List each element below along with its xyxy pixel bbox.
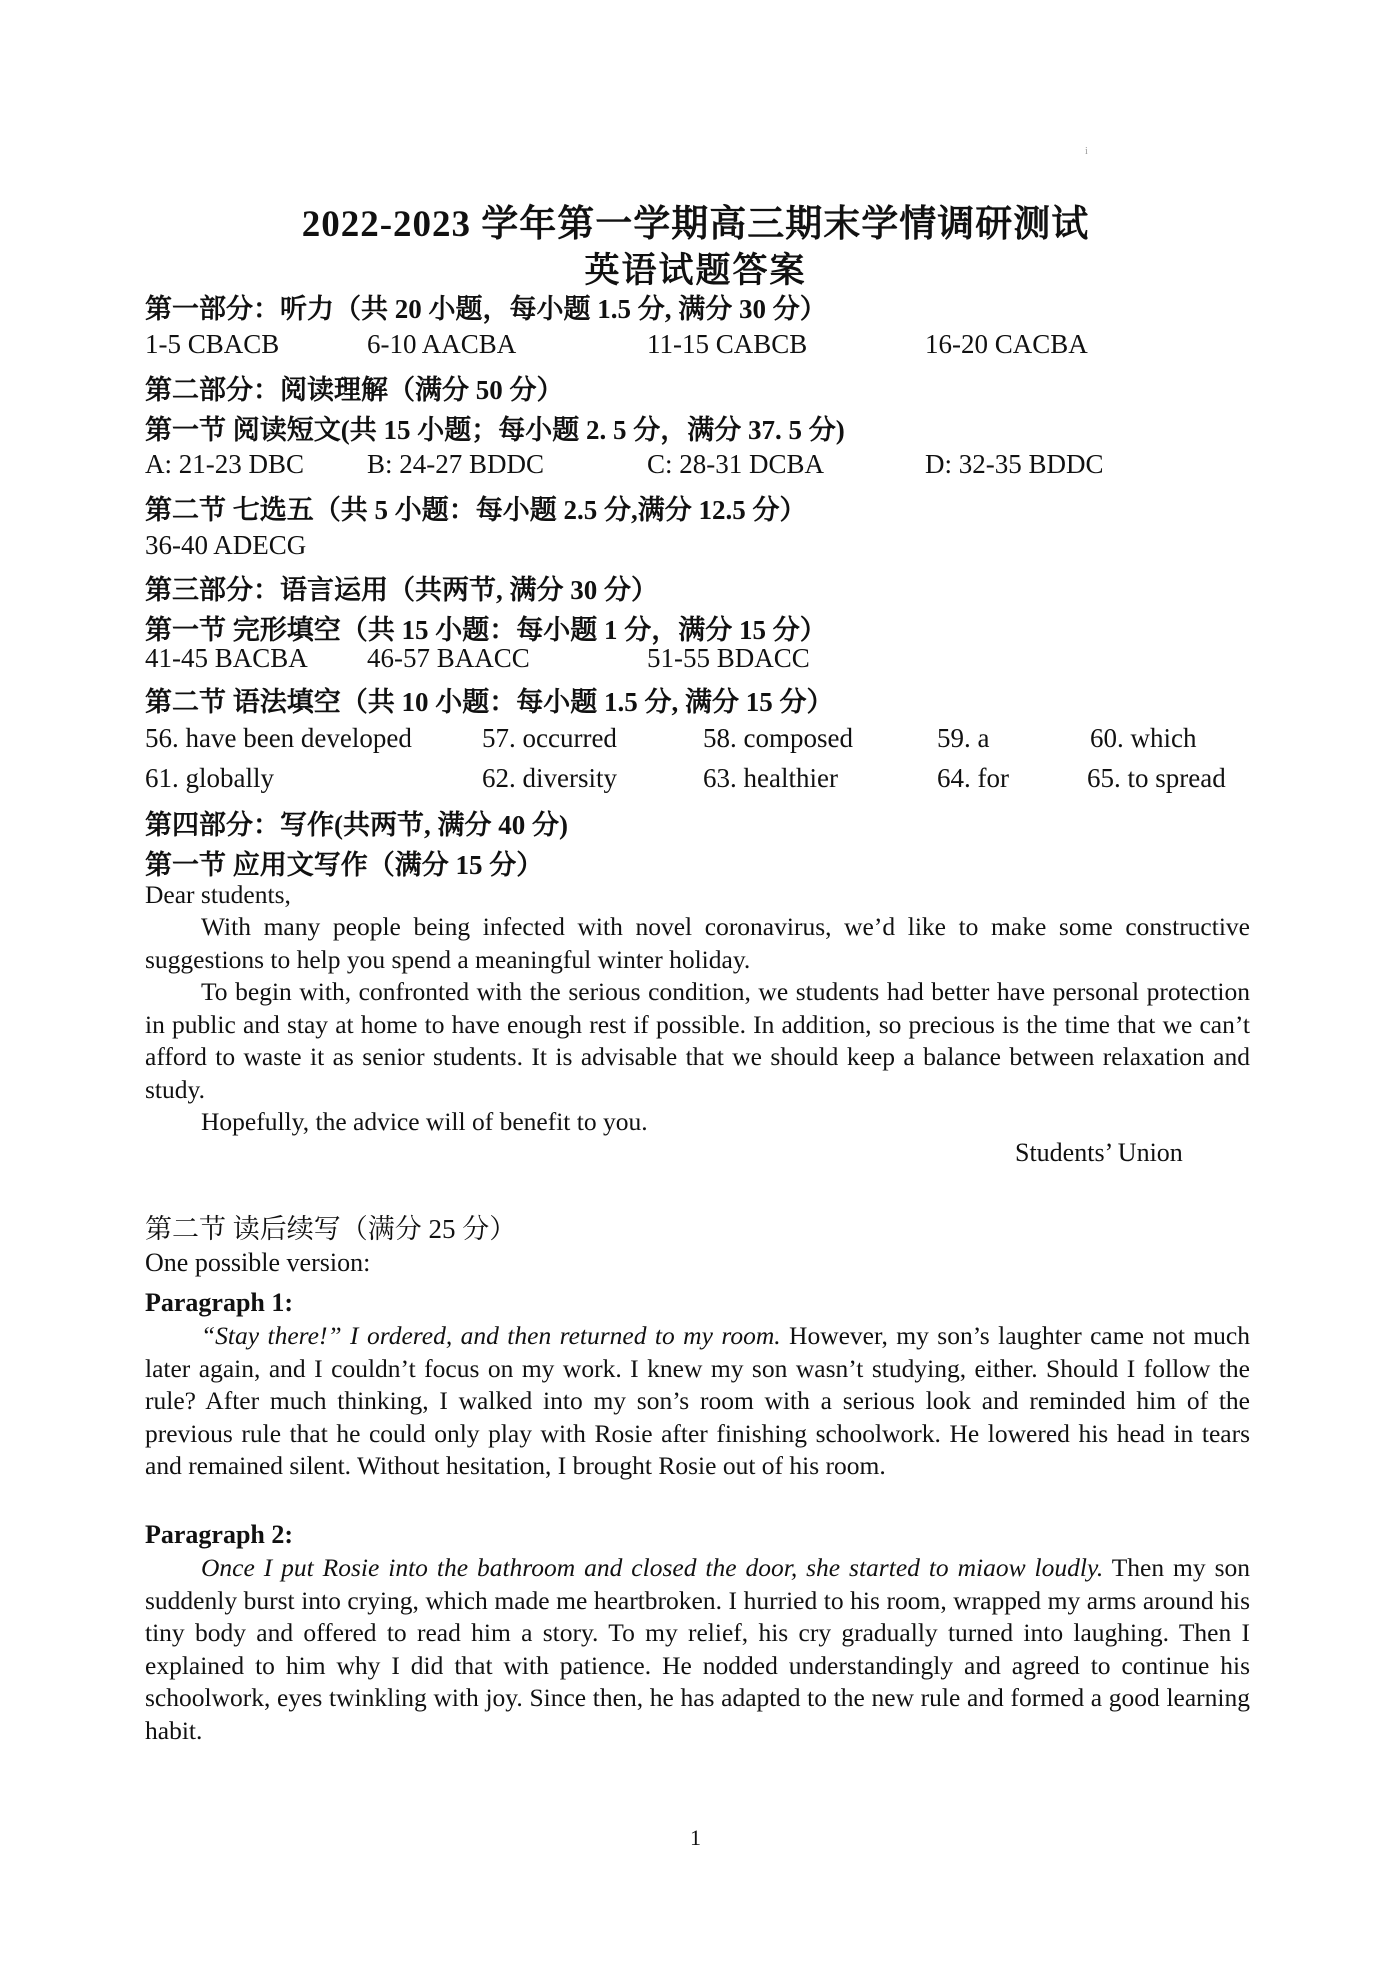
page-number: 1 [690, 1825, 701, 1850]
grammar-answer: 64. for [937, 763, 1009, 793]
part2-heading: 第二部分：阅读理解（满分 50 分） [145, 375, 564, 405]
part1-heading: 第一部分：听力（共 20 小题，每小题 1.5 分, 满分 30 分） [145, 294, 827, 324]
grammar-answer: 59. a [937, 723, 990, 753]
grammar-answer: 57. occurred [482, 723, 617, 753]
paragraph2-lead: Once I put Rosie into the bathroom and closed the door, she started to miaow loudly. [201, 1553, 1104, 1582]
seven-choose-five-answer: 36-40 ADECG [145, 530, 307, 560]
grammar-answer: 61. globally [145, 763, 274, 793]
paragraph2-body: Then my son suddenly burst into crying, which made me heartbroken. I hurried to his room, wrapped my arms around his tiny body and offered to read him a story. To my relief, his cry gradually turned into laughing. Then I explained to him why I did that with patience. He nodded understandingly and agreed to continue his schoolwork, eyes twinkling with joy. Since then, he has adapted to the new rule and formed a good learning habit. [145, 1553, 1250, 1745]
letter-paragraph: With many people being infected with novel coronavirus, we’d like to make some constructive suggestions to help you spend a meaningful winter holiday. [145, 912, 1250, 974]
paragraph1-body: However, my son’s laughter came not much later again, and I couldn’t focus on my work. I knew my son wasn’t studying, either. Should I follow the rule? After much thinking, I walked into my son’s room with a serious look and reminded him of the previous rule that he could only play with Rosie after finishing schoolwork. He lowered his head in tears and remained silent. Without hesitation, I brought Rosie out of his room. [145, 1321, 1250, 1480]
part4-sec1-heading: 第一节 应用文写作（满分 15 分） [145, 850, 544, 880]
reading-answer: A: 21-23 DBC [145, 449, 305, 479]
cloze-answer: 46-57 BAACC [367, 643, 530, 673]
listening-answer: 11-15 CABCB [647, 329, 808, 359]
grammar-answer: 56. have been developed [145, 723, 412, 753]
letter-paragraph: To begin with, confronted with the serious condition, we students had better have personal protection in public and stay at home to have enough rest if possible. In addition, so precious is the time that we can’t afford to waste it as senior students. It is advisable that we should keep a balance between relaxation and study. [145, 977, 1250, 1104]
part3-sec1-heading: 第一节 完形填空（共 15 小题：每小题 1 分，满分 15 分） [145, 615, 827, 645]
letter-signature: Students’ Union [1015, 1138, 1183, 1167]
part3-heading: 第三部分：语言运用（共两节, 满分 30 分） [145, 575, 658, 605]
scan-mark: i [1085, 146, 1088, 157]
cloze-answer: 41-45 BACBA [145, 643, 308, 673]
part3-sec2-heading: 第二节 语法填空（共 10 小题：每小题 1.5 分, 满分 15 分） [145, 687, 834, 717]
part4-sec2-heading [145, 1207, 516, 1246]
part2-sec1-heading: 第一节 阅读短文(共 15 小题；每小题 2. 5 分，满分 37. 5 分) [145, 415, 845, 445]
reading-answer: C: 28-31 DCBA [647, 449, 825, 479]
reading-answer: D: 32-35 BDDC [925, 449, 1104, 479]
listening-answer: 6-10 AACBA [367, 329, 517, 359]
part2-sec2-heading: 第二节 七选五（共 5 小题：每小题 2.5 分,满分 12.5 分） [145, 495, 807, 525]
letter-greeting: Dear students, [145, 880, 291, 909]
page-title: 2022-2023 学年第一学期高三期末学情调研测试 [301, 204, 1090, 245]
grammar-answer: 62. diversity [482, 763, 617, 793]
part4-sec2-heading-text: 第二节 读后续写（满分 25 分） [145, 1214, 517, 1244]
listening-answer: 1-5 CBACB [145, 329, 280, 359]
part4-heading: 第四部分：写作(共两节, 满分 40 分) [145, 810, 568, 840]
cloze-answer: 51-55 BDACC [647, 643, 810, 673]
reading-answer: B: 24-27 BDDC [367, 449, 545, 479]
paragraph1-text [145, 1320, 1250, 1483]
grammar-answer: 58. composed [703, 723, 853, 753]
paragraph1-label: Paragraph 1: [145, 1288, 294, 1317]
listening-answer: 16-20 CACBA [925, 329, 1088, 359]
possible-version-label: One possible version: [145, 1248, 371, 1277]
paragraph1-lead: “Stay there!” I ordered, and then returned to my room. [201, 1321, 781, 1350]
paragraph2-text [145, 1552, 1250, 1747]
paragraph2-label: Paragraph 2: [145, 1520, 294, 1549]
grammar-answer: 65. to spread [1087, 763, 1226, 793]
grammar-answer: 60. which [1090, 723, 1197, 753]
grammar-answer: 63. healthier [703, 763, 838, 793]
page-subtitle: 英语试题答案 [584, 251, 807, 290]
letter-paragraph: Hopefully, the advice will of benefit to you. [201, 1107, 648, 1136]
